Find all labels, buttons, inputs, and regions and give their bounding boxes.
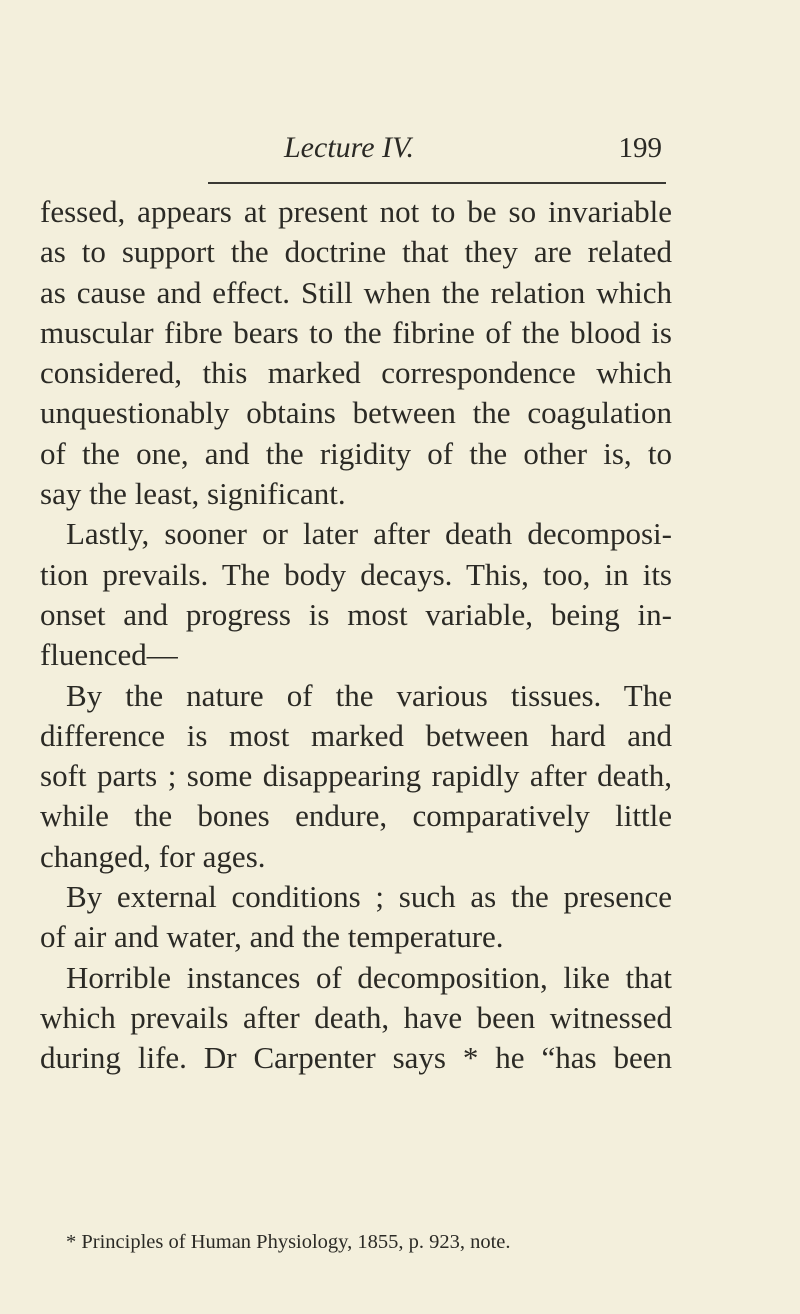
text-line: of air and water, and the temperature.: [40, 919, 504, 955]
text-line: muscular fibre bears to the fibrine of the blood is: [40, 314, 672, 350]
text-line: while the bones endure, comparatively little: [40, 798, 672, 834]
page-number: 199: [618, 132, 662, 164]
text-line: fluenced—: [40, 637, 178, 673]
text-line: unquestionably obtains between the coagulation: [40, 395, 672, 431]
text-line: changed, for ages.: [40, 838, 266, 874]
header-rule: [208, 182, 666, 184]
text-line: as to support the doctrine that they are related: [40, 234, 672, 270]
text-line: By the nature of the various tissues. The: [66, 677, 672, 713]
text-line: By external conditions ; such as the presence: [66, 879, 672, 915]
text-line: of the one, and the rigidity of the other is, to: [40, 435, 672, 471]
text-line: difference is most marked between hard and: [40, 717, 672, 753]
text-line: say the least, significant.: [40, 476, 346, 512]
footnote: * Principles of Human Physiology, 1855, p. 923, note.: [66, 1231, 511, 1253]
text-line: soft parts ; some disappearing rapidly after death,: [40, 758, 672, 794]
text-line: as cause and effect. Still when the relation which: [40, 274, 672, 310]
text-line: Horrible instances of decomposition, like that: [66, 959, 672, 995]
text-line: which prevails after death, have been witnessed: [40, 999, 672, 1035]
page-header: [210, 128, 662, 168]
text-line: fessed, appears at present not to be so invariable: [40, 194, 672, 229]
text-line: Lastly, sooner or later after death decomposi-: [66, 516, 672, 552]
text-line: during life. Dr Carpenter says * he “has been: [40, 1040, 672, 1076]
text-line: onset and progress is most variable, being in-: [40, 596, 672, 632]
text-line: tion prevails. The body decays. This, too, in its: [40, 556, 672, 592]
running-title: Lecture IV.: [284, 131, 414, 164]
text-line: considered, this marked correspondence which: [40, 355, 672, 391]
body-text: [40, 192, 672, 1079]
